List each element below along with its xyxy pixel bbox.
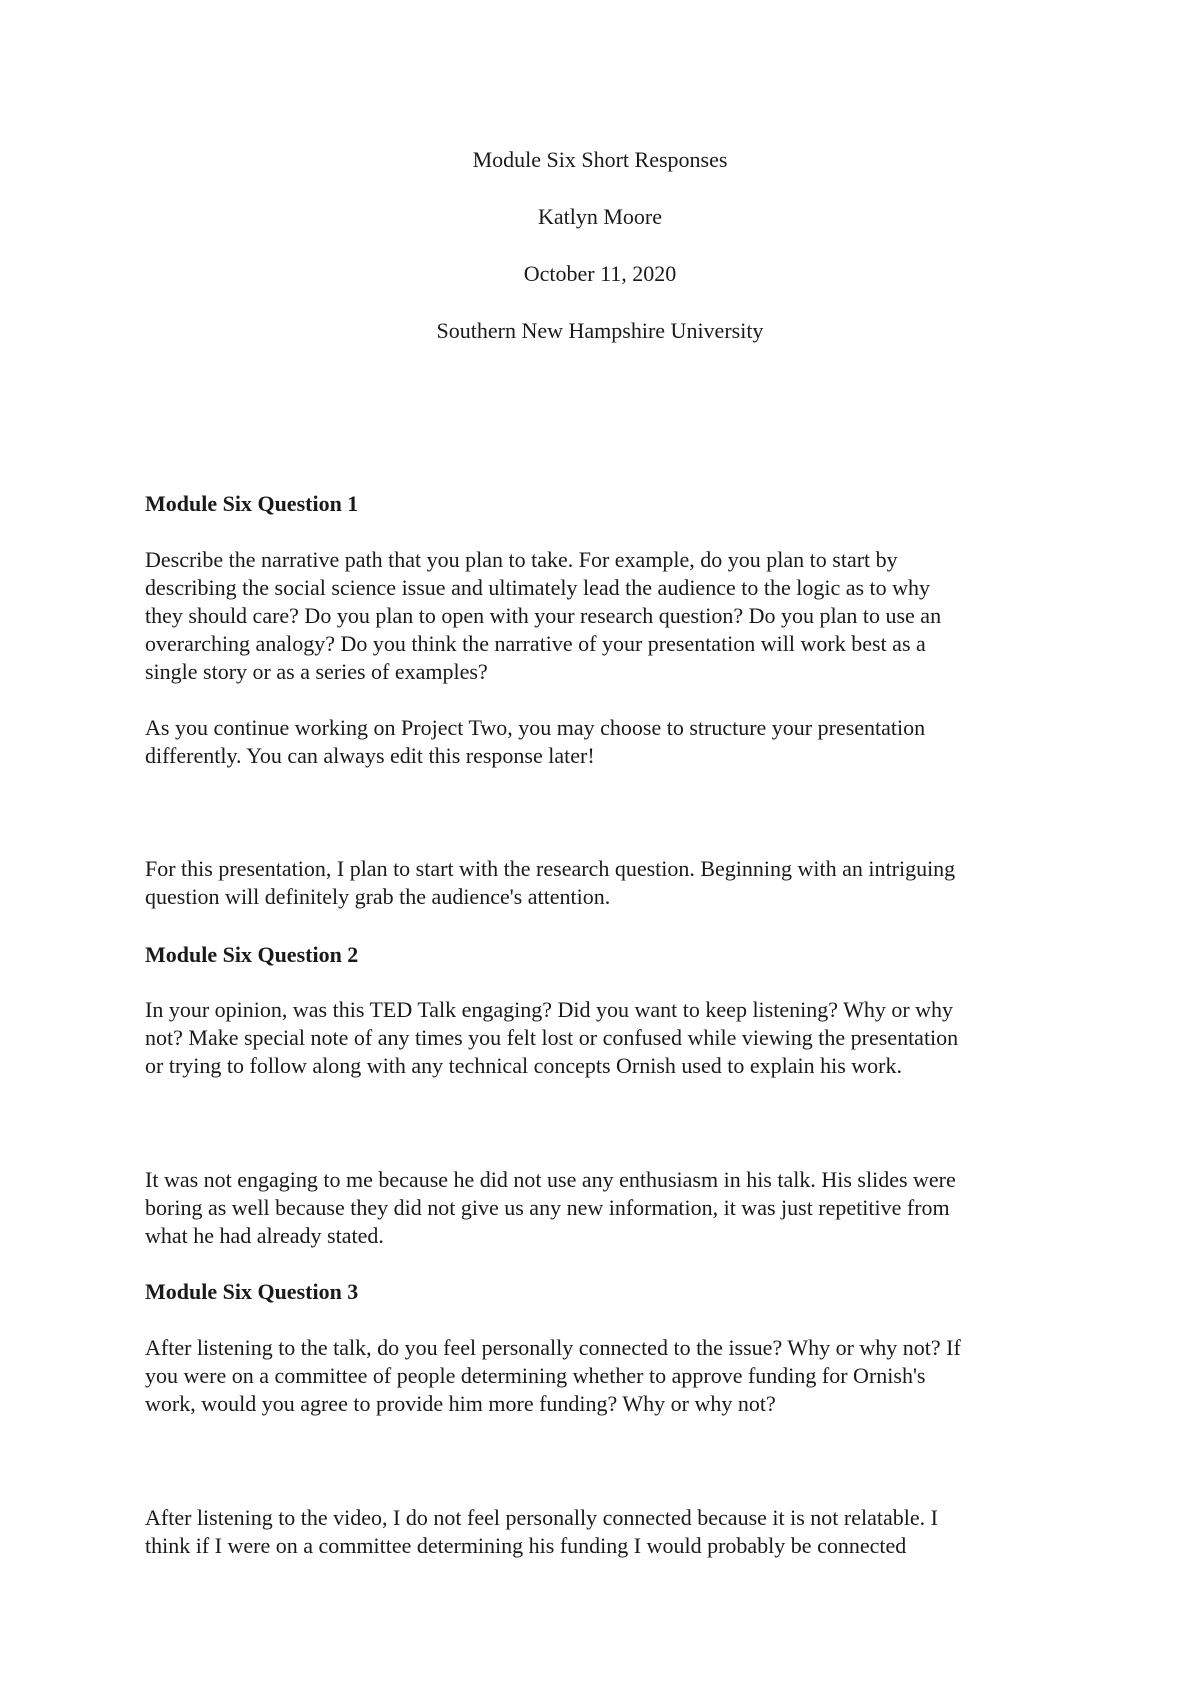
prompt-line: single story or as a series of examples? xyxy=(145,659,488,684)
answer-line: It was not engaging to me because he did not use any enthusiasm in his talk. His slides were xyxy=(145,1167,956,1192)
prompt-line: overarching analogy? Do you think the narrative of your presentation will work best as a xyxy=(145,631,926,656)
question-2-heading: Module Six Question 2 xyxy=(145,942,359,967)
question-3-answer xyxy=(145,1504,1065,1560)
question-3-prompt xyxy=(145,1334,1065,1418)
note-line: As you continue working on Project Two, you may choose to structure your presentation xyxy=(145,715,926,740)
question-1-note xyxy=(145,714,1065,770)
institution-name: Southern New Hampshire University xyxy=(436,318,764,343)
prompt-line: they should care? Do you plan to open with your research question? Do you plan to use an xyxy=(145,603,942,628)
answer-line: boring as well because they did not give us any new information, it was just repetitive from xyxy=(145,1195,950,1220)
question-1-heading: Module Six Question 1 xyxy=(145,491,359,516)
prompt-line: Describe the narrative path that you plan to take. For example, do you plan to start by xyxy=(145,547,898,572)
prompt-line: not? Make special note of any times you felt lost or confused while viewing the presentation xyxy=(145,1025,959,1050)
prompt-line: you were on a committee of people determining whether to approve funding for Ornish's xyxy=(145,1363,926,1388)
answer-line: think if I were on a committee determining his funding I would probably be connected xyxy=(145,1533,907,1558)
answer-line: question will definitely grab the audience's attention. xyxy=(145,884,611,909)
answer-line: After listening to the video, I do not feel personally connected because it is not relatable. I xyxy=(145,1505,938,1530)
prompt-line: work, would you agree to provide him more funding? Why or why not? xyxy=(145,1391,776,1416)
answer-line: For this presentation, I plan to start with the research question. Beginning with an intriguing xyxy=(145,856,956,881)
prompt-line: or trying to follow along with any technical concepts Ornish used to explain his work. xyxy=(145,1053,903,1078)
question-1-prompt xyxy=(145,546,1065,686)
document-title: Module Six Short Responses xyxy=(472,147,728,172)
question-3-heading: Module Six Question 3 xyxy=(145,1279,359,1304)
question-2-prompt xyxy=(145,996,1065,1080)
document-date: October 11, 2020 xyxy=(523,261,677,286)
prompt-line: In your opinion, was this TED Talk engaging? Did you want to keep listening? Why or why xyxy=(145,997,954,1022)
question-2-answer xyxy=(145,1166,1065,1250)
author-name: Katlyn Moore xyxy=(537,204,663,229)
prompt-line: After listening to the talk, do you feel personally connected to the issue? Why or why not? If xyxy=(145,1335,961,1360)
prompt-line: describing the social science issue and ultimately lead the audience to the logic as to why xyxy=(145,575,931,600)
answer-line: what he had already stated. xyxy=(145,1223,384,1248)
note-line: differently. You can always edit this response later! xyxy=(145,743,595,768)
question-1-answer xyxy=(145,855,1065,911)
